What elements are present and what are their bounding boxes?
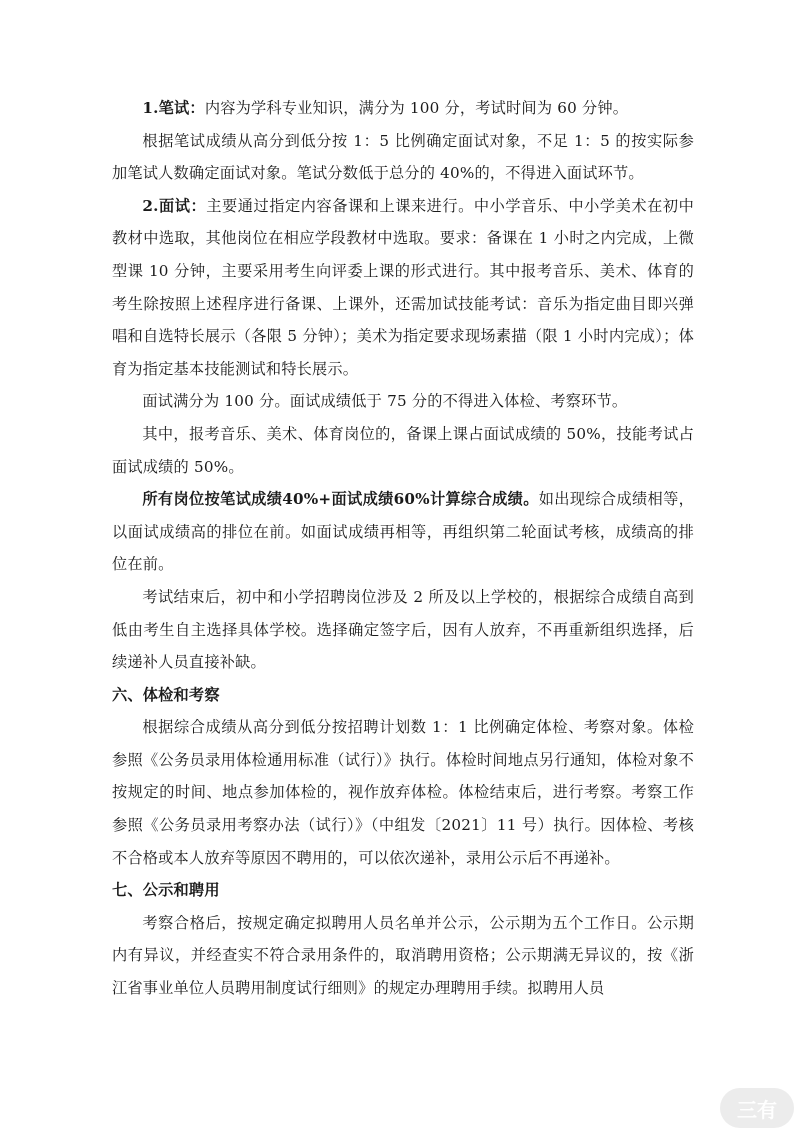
skill-weight-text: 其中，报考音乐、美术、体育岗位的，备课上课占面试成绩的 50%，技能考试占面试成绩的 50%。	[112, 424, 694, 476]
paragraph-composite-score	[112, 483, 694, 581]
interview-score-text: 面试满分为 100 分。面试成绩低于 75 分的不得进入体检、考察环节。	[142, 392, 628, 411]
paragraph-written-exam	[112, 92, 694, 125]
paragraph-school-selection	[112, 581, 694, 679]
paragraph-interview	[112, 190, 694, 386]
section-heading-medical-check: 六、体检和考察	[112, 685, 220, 704]
paragraph-medical-check	[112, 711, 694, 874]
paragraph-interview-selection	[112, 125, 694, 190]
composite-score-text: 如出现综合成绩相等，以面试成绩高的排位在前。如面试成绩再相等，再组织第二轮面试考核，成绩高的排位在前。	[112, 490, 694, 574]
interview-selection-text: 根据笔试成绩从高分到低分按 1：5 比例确定面试对象，不足 1：5 的按实际参加笔试人数确定面试对象。笔试分数低于总分的 40%的，不得进入面试环节。	[112, 131, 694, 183]
publicity-text: 考察合格后，按规定确定拟聘用人员名单并公示，公示期为五个工作日。公示期内有异议，并经查实不符合录用条件的，取消聘用资格；公示期满无异议的，按《浙江省事业单位人员聘用制度试行细则》的规定办理聘用手续。拟聘用人员	[112, 913, 694, 998]
section-heading-publicity: 七、公示和聘用	[112, 881, 220, 900]
written-exam-label: 1.笔试：	[142, 99, 205, 117]
document-body	[112, 92, 694, 1005]
paragraph-interview-score	[112, 385, 694, 418]
interview-text: 主要通过指定内容备课和上课来进行。中小学音乐、中小学美术在初中教材中选取，其他岗位在相应学段教材中选取。要求：备课在 1 小时之内完成，上微型课 10 分钟，主要采用考生向评委上课的形式进行。其中报考音乐、美术、体育的考生除按照上述程序进行备课、上课外，还需加试技能考试：音乐为指定曲目即兴弹唱和自选特长展示（各限 5 分钟）；美术为指定要求现场素描（限 1 小时内完成）；体育为指定基本技能测试和特长展示。	[112, 196, 695, 378]
interview-label: 2.面试：	[142, 196, 207, 215]
school-selection-text: 考试结束后，初中和小学招聘岗位涉及 2 所及以上学校的，根据综合成绩自高到低由考生自主选择具体学校。选择确定签字后，因有人放弃，不再重新组织选择，后续递补人员直接补缺。	[112, 587, 694, 672]
written-exam-text: 内容为学科专业知识，满分为 100 分，考试时间为 60 分钟。	[204, 99, 629, 117]
paragraph-skill-weight	[112, 418, 694, 483]
medical-check-text: 根据综合成绩从高分到低分按招聘计划数 1：1 比例确定体检、考察对象。体检参照《公务员录用体检通用标准（试行）》执行。体检时间地点另行通知，体检对象不按规定的时间、地点参加体检的，视作放弃体检。体检结束后，进行考察。考察工作参照《公务员录用考察办法（试行）》（中组发〔2021〕11 号）执行。因体检、考核不合格或本人放弃等原因不聘用的，可以依次递补，录用公示后不再递补。	[112, 718, 694, 867]
watermark-logo: 三有	[720, 1088, 794, 1128]
paragraph-publicity	[112, 907, 694, 1005]
composite-score-label: 所有岗位按笔试成绩40%+面试成绩60%计算综合成绩。	[142, 490, 539, 509]
